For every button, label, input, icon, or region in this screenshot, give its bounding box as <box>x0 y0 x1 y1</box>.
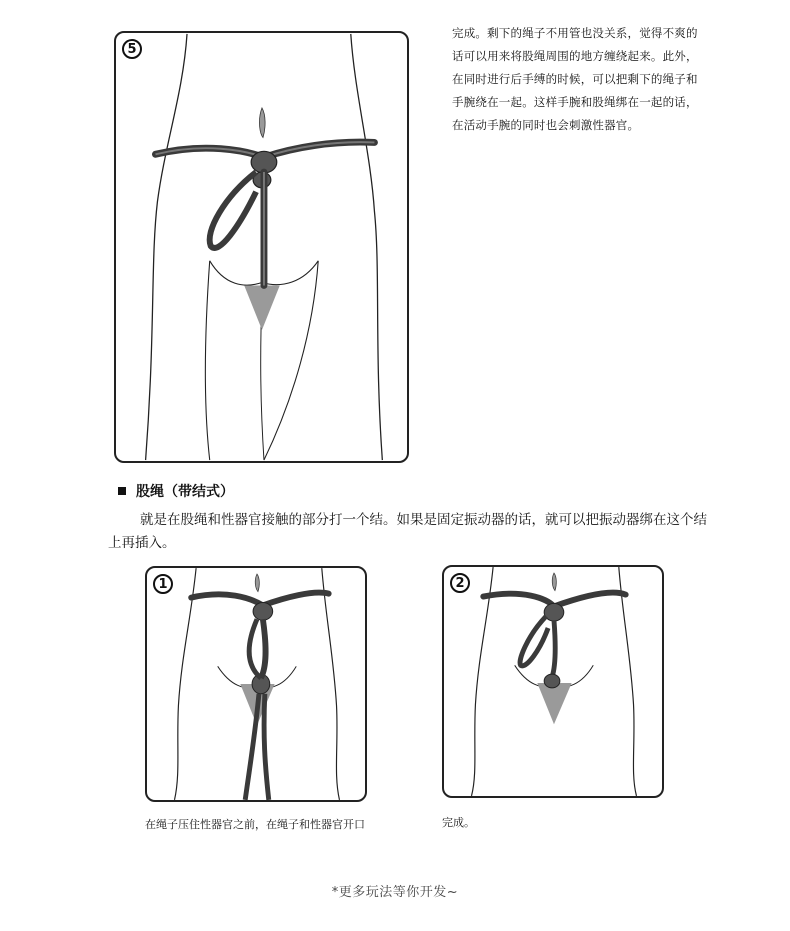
footer-note: *更多玩法等你开发~ <box>331 885 459 900</box>
section-title: 股绳（带结式） <box>136 484 234 500</box>
lower-body-rope-illustration <box>116 33 407 461</box>
bullet-square-icon <box>118 487 126 495</box>
rope-knot-step-1-illustration <box>147 568 365 800</box>
section-heading <box>118 481 234 501</box>
step-number-badge: 5 <box>122 39 142 59</box>
step-2-caption: 完成。 <box>442 816 475 829</box>
illustration-panel-step-2 <box>442 565 664 798</box>
step-1-caption: 在绳子压住性器官之前，在绳子和性器官开口 <box>145 818 365 831</box>
illustration-panel-step-5 <box>114 31 409 463</box>
rope-knot-step-2-illustration <box>444 567 662 796</box>
illustration-panel-step-1 <box>145 566 367 802</box>
section-body-text: 就是在股绳和性器官接触的部分打一个结。如果是固定振动器的话，就可以把振动器绑在这个结上再插入。 <box>108 512 707 551</box>
step-number-badge: 2 <box>450 573 470 593</box>
step-number-badge: 1 <box>153 574 173 594</box>
step-5-description: 完成。剩下的绳子不用管也没关系，觉得不爽的话可以用来将股绳周围的地方缠绕起来。此外，在同时进行后手缚的时候，可以把剩下的绳子和手腕绕在一起。这样手腕和股绳绑在一起的话，在活动手腕的同时也会刺激性器官。 <box>452 26 698 132</box>
